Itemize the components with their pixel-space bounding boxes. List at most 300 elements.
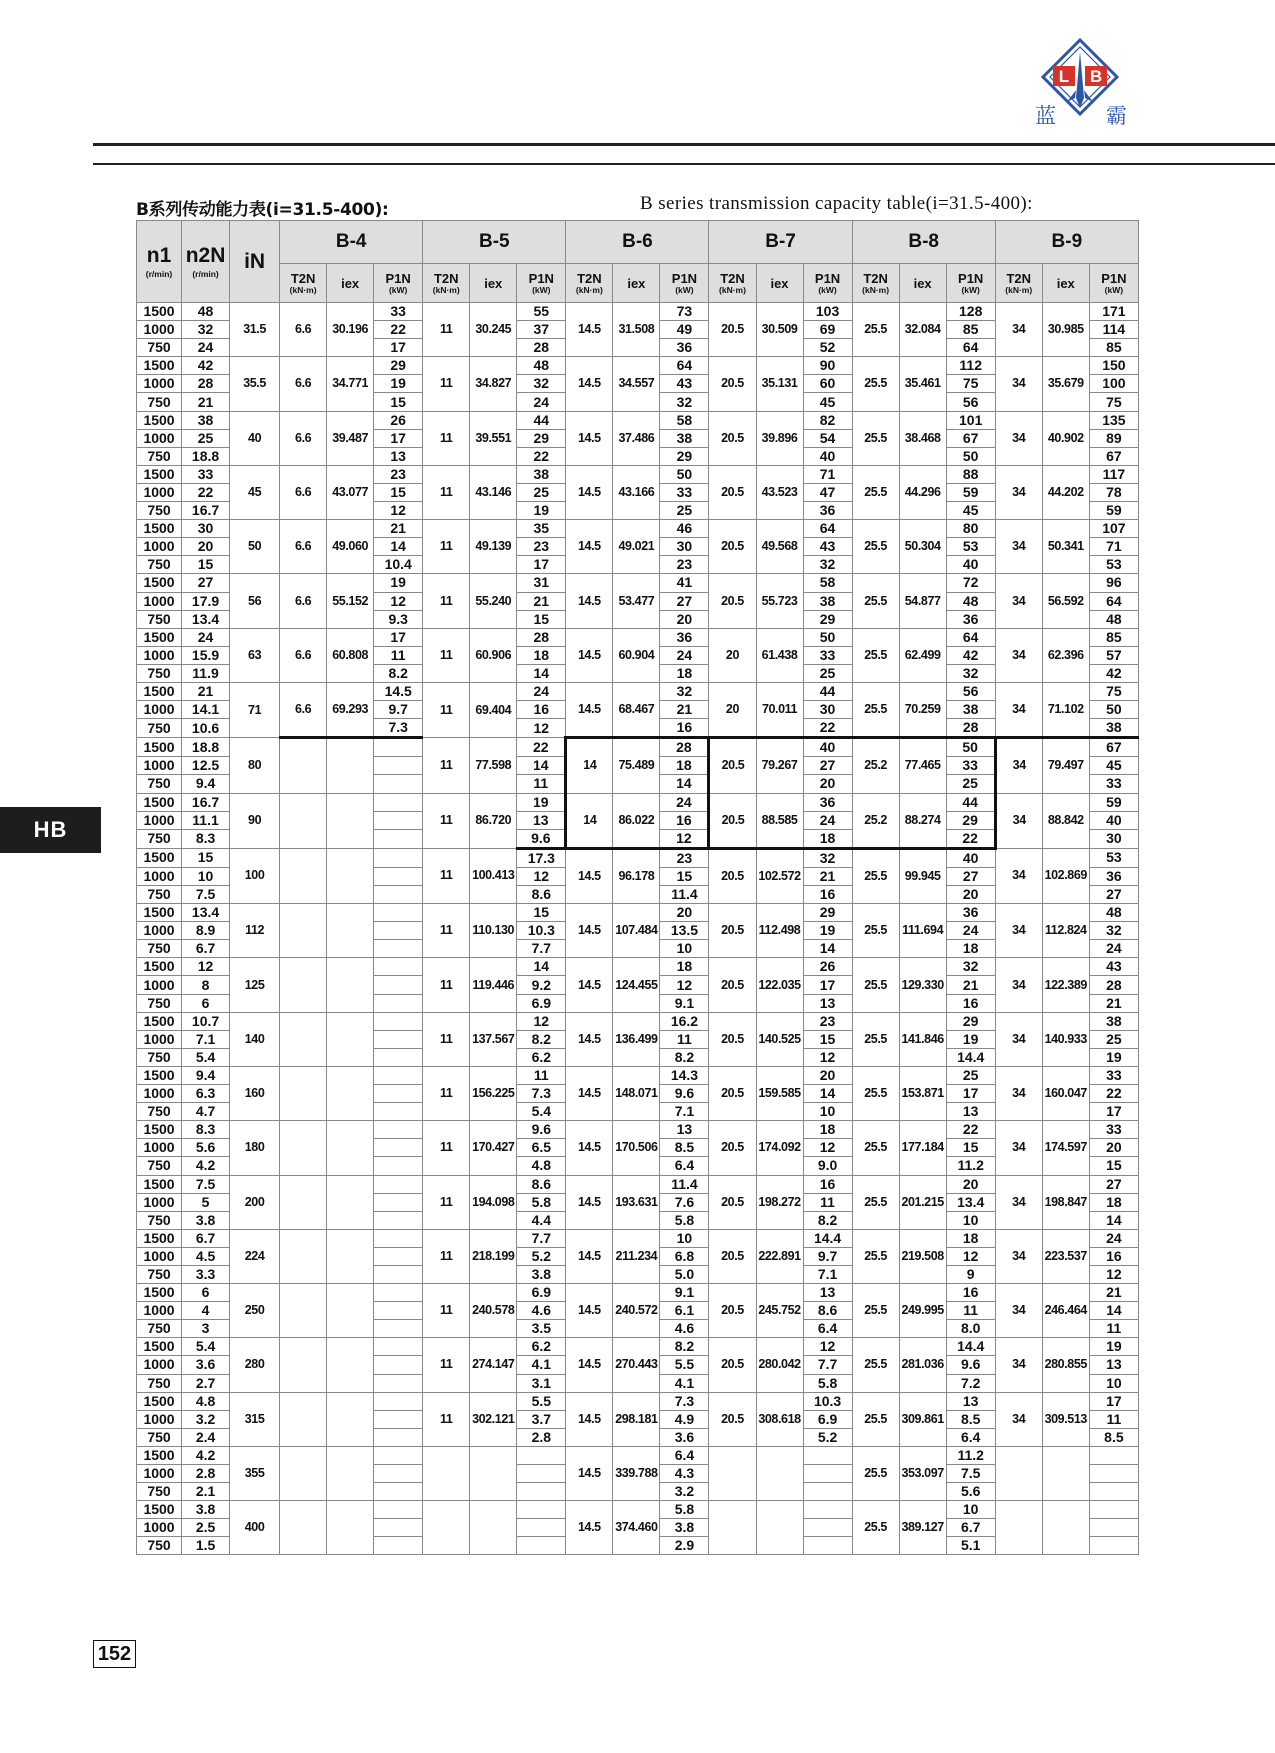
b9-p1n-cell: 75: [1089, 682, 1138, 700]
b4-t2n-cell: [280, 793, 327, 848]
b5-p1n-cell: 3.5: [517, 1320, 566, 1338]
b6-iex-cell: 339.788: [613, 1446, 660, 1500]
n1-cell: 1500: [137, 520, 182, 538]
n1-cell: 1000: [137, 375, 182, 393]
b8-iex-cell: 389.127: [899, 1501, 946, 1555]
n2n-cell: 2.8: [182, 1465, 230, 1483]
b7-t2n-cell: 20.5: [709, 904, 756, 958]
b5-p1n-cell: 14: [517, 664, 566, 682]
in-cell: 250: [230, 1284, 280, 1338]
b7-t2n-cell: 20: [709, 628, 756, 682]
b8-p1n-cell: 22: [946, 1121, 995, 1139]
b4-t2n-cell: [280, 848, 327, 903]
n1-cell: 750: [137, 775, 182, 793]
b6-p1n-cell: 49: [660, 321, 709, 339]
capacity-table: [136, 220, 1139, 1555]
b8-p1n-cell: 36: [946, 610, 995, 628]
in-cell: 112: [230, 904, 280, 958]
in-cell: 90: [230, 793, 280, 848]
b8-p1n-cell: 20: [946, 1175, 995, 1193]
b6-p1n-cell: 20: [660, 610, 709, 628]
b8-p1n-cell: 7.2: [946, 1374, 995, 1392]
b8-p1n-cell: 15: [946, 1139, 995, 1157]
b4-p1n-cell: 26: [374, 411, 423, 429]
b4-t2n-cell: [280, 1392, 327, 1446]
b8-t2n-cell: 25.5: [852, 1338, 899, 1392]
b5-t2n-cell: 11: [423, 793, 470, 848]
b7-t2n-cell: 20.5: [709, 738, 756, 793]
b8-t2n-cell: 25.2: [852, 793, 899, 848]
b9-t2n-cell: 34: [995, 738, 1042, 793]
n1-cell: 1000: [137, 429, 182, 447]
b9-iex-cell: 198.847: [1042, 1175, 1089, 1229]
n1-cell: 1500: [137, 1121, 182, 1139]
n1-cell: 1000: [137, 976, 182, 994]
n2n-cell: 28: [182, 375, 230, 393]
b9-iex-cell: 140.933: [1042, 1012, 1089, 1066]
b6-iex-cell: 148.071: [613, 1066, 660, 1120]
b7-iex-cell: 122.035: [756, 958, 803, 1012]
b6-iex-cell: 211.234: [613, 1229, 660, 1283]
b8-p1n-cell: 25: [946, 775, 995, 793]
b7-iex-cell: 35.131: [756, 357, 803, 411]
b4-iex-cell: [327, 1284, 374, 1338]
b5-iex-cell: 137.567: [470, 1012, 517, 1066]
b7-p1n-cell: 33: [803, 646, 852, 664]
b7-t2n-cell: 20.5: [709, 465, 756, 519]
header-b8-p1n: P1N (kW): [946, 264, 995, 303]
header-n2n: n2N (r/min): [182, 221, 230, 303]
n2n-cell: 6.3: [182, 1085, 230, 1103]
b9-t2n-cell: 34: [995, 303, 1042, 357]
b6-iex-cell: 49.021: [613, 520, 660, 574]
b7-p1n-cell: 47: [803, 483, 852, 501]
b9-p1n-cell: 13: [1089, 1356, 1138, 1374]
b5-p1n-cell: 44: [517, 411, 566, 429]
b5-iex-cell: 43.146: [470, 465, 517, 519]
b6-p1n-cell: 4.6: [660, 1320, 709, 1338]
b4-p1n-cell: 19: [374, 375, 423, 393]
b5-p1n-cell: 5.4: [517, 1103, 566, 1121]
n2n-cell: 15: [182, 556, 230, 574]
b6-t2n-cell: 14.5: [566, 1501, 613, 1555]
b9-p1n-cell: 89: [1089, 429, 1138, 447]
b8-p1n-cell: 11.2: [946, 1446, 995, 1464]
b9-p1n-cell: 107: [1089, 520, 1138, 538]
b8-p1n-cell: 85: [946, 321, 995, 339]
b5-iex-cell: 218.199: [470, 1229, 517, 1283]
n1-cell: 750: [137, 1428, 182, 1446]
b6-p1n-cell: 32: [660, 682, 709, 700]
b6-iex-cell: 124.455: [613, 958, 660, 1012]
b5-p1n-cell: 19: [517, 502, 566, 520]
b6-p1n-cell: 20: [660, 904, 709, 922]
b8-t2n-cell: 25.5: [852, 520, 899, 574]
b8-t2n-cell: 25.5: [852, 1284, 899, 1338]
b6-iex-cell: 34.557: [613, 357, 660, 411]
b8-iex-cell: 70.259: [899, 682, 946, 737]
n2n-cell: 22: [182, 483, 230, 501]
b7-p1n-cell: 7.7: [803, 1356, 852, 1374]
b9-t2n-cell: 34: [995, 682, 1042, 737]
b5-iex-cell: 49.139: [470, 520, 517, 574]
b9-p1n-cell: 59: [1089, 502, 1138, 520]
b4-p1n-cell: 19: [374, 574, 423, 592]
b4-p1n-cell: [374, 958, 423, 976]
b5-p1n-cell: 29: [517, 429, 566, 447]
b6-p1n-cell: 29: [660, 447, 709, 465]
b6-p1n-cell: 24: [660, 646, 709, 664]
n2n-cell: 6: [182, 994, 230, 1012]
table-row: [137, 574, 1139, 592]
b8-t2n-cell: 25.5: [852, 1066, 899, 1120]
b9-t2n-cell: 34: [995, 848, 1042, 903]
b5-iex-cell: 119.446: [470, 958, 517, 1012]
b5-p1n-cell: 7.3: [517, 1085, 566, 1103]
b5-p1n-cell: 8.6: [517, 1175, 566, 1193]
b4-p1n-cell: 9.3: [374, 610, 423, 628]
n1-cell: 1500: [137, 628, 182, 646]
b6-p1n-cell: 15: [660, 867, 709, 885]
b7-p1n-cell: 90: [803, 357, 852, 375]
b7-p1n-cell: 12: [803, 1048, 852, 1066]
b8-p1n-cell: 33: [946, 757, 995, 775]
b6-p1n-cell: 18: [660, 958, 709, 976]
b8-p1n-cell: 5.6: [946, 1483, 995, 1501]
n2n-cell: 48: [182, 303, 230, 321]
b6-iex-cell: 270.443: [613, 1338, 660, 1392]
n2n-cell: 2.5: [182, 1519, 230, 1537]
b4-p1n-cell: 14.5: [374, 682, 423, 700]
b9-iex-cell: 79.497: [1042, 738, 1089, 793]
b9-p1n-cell: 33: [1089, 1121, 1138, 1139]
b4-p1n-cell: [374, 940, 423, 958]
b4-p1n-cell: [374, 1338, 423, 1356]
b6-p1n-cell: 23: [660, 848, 709, 867]
table-row: [137, 628, 1139, 646]
b7-t2n-cell: 20.5: [709, 848, 756, 903]
b7-iex-cell: [756, 1501, 803, 1555]
b9-iex-cell: 88.842: [1042, 793, 1089, 848]
b7-p1n-cell: 32: [803, 556, 852, 574]
b8-p1n-cell: 50: [946, 738, 995, 757]
b4-p1n-cell: 12: [374, 592, 423, 610]
b6-iex-cell: 53.477: [613, 574, 660, 628]
b8-p1n-cell: 20: [946, 886, 995, 904]
b6-p1n-cell: 32: [660, 393, 709, 411]
b4-p1n-cell: [374, 1103, 423, 1121]
b4-p1n-cell: [374, 886, 423, 904]
b6-iex-cell: 37.486: [613, 411, 660, 465]
b5-p1n-cell: [517, 1483, 566, 1501]
b8-p1n-cell: 50: [946, 447, 995, 465]
section-tab-hb: HB: [0, 807, 101, 853]
header-series-b8: B-8: [852, 221, 995, 264]
b7-p1n-cell: [803, 1483, 852, 1501]
header-b6-p1n: P1N (kW): [660, 264, 709, 303]
b5-t2n-cell: 11: [423, 520, 470, 574]
b8-p1n-cell: 40: [946, 556, 995, 574]
b8-iex-cell: 62.499: [899, 628, 946, 682]
n2n-cell: 18.8: [182, 738, 230, 757]
n1-cell: 1500: [137, 1392, 182, 1410]
b6-t2n-cell: 14.5: [566, 411, 613, 465]
b7-p1n-cell: 38: [803, 592, 852, 610]
b8-iex-cell: 38.468: [899, 411, 946, 465]
b9-iex-cell: 122.389: [1042, 958, 1089, 1012]
b6-p1n-cell: 10: [660, 1229, 709, 1247]
b7-p1n-cell: 29: [803, 904, 852, 922]
b6-p1n-cell: 9.1: [660, 994, 709, 1012]
n1-cell: 1500: [137, 1501, 182, 1519]
b7-p1n-cell: 17: [803, 976, 852, 994]
n1-cell: 1500: [137, 1284, 182, 1302]
n2n-cell: 6.7: [182, 1229, 230, 1247]
b9-t2n-cell: 34: [995, 904, 1042, 958]
b4-p1n-cell: [374, 848, 423, 867]
header-b4-iex: iex: [327, 264, 374, 303]
b6-p1n-cell: 5.8: [660, 1211, 709, 1229]
b5-p1n-cell: 11: [517, 775, 566, 793]
b6-p1n-cell: 6.8: [660, 1247, 709, 1265]
n1-cell: 1500: [137, 793, 182, 811]
b5-t2n-cell: 11: [423, 1175, 470, 1229]
n2n-cell: 4.2: [182, 1157, 230, 1175]
b7-p1n-cell: 103: [803, 303, 852, 321]
b5-p1n-cell: 37: [517, 321, 566, 339]
b7-iex-cell: 159.585: [756, 1066, 803, 1120]
b9-iex-cell: 246.464: [1042, 1284, 1089, 1338]
b8-p1n-cell: 45: [946, 502, 995, 520]
n1-cell: 1000: [137, 922, 182, 940]
b5-p1n-cell: 4.1: [517, 1356, 566, 1374]
b9-p1n-cell: 25: [1089, 1030, 1138, 1048]
b6-p1n-cell: 7.1: [660, 1103, 709, 1121]
b7-iex-cell: 55.723: [756, 574, 803, 628]
b8-p1n-cell: 18: [946, 1229, 995, 1247]
b6-p1n-cell: 18: [660, 757, 709, 775]
b8-p1n-cell: 16: [946, 994, 995, 1012]
b8-p1n-cell: 13: [946, 1103, 995, 1121]
table-row: [137, 1121, 1139, 1139]
b6-p1n-cell: 16.2: [660, 1012, 709, 1030]
header-b9-t2n: T2N (kN·m): [995, 264, 1042, 303]
header-series-b4: B-4: [280, 221, 423, 264]
table-row: [137, 1229, 1139, 1247]
b4-p1n-cell: [374, 1446, 423, 1464]
b5-p1n-cell: 9.6: [517, 829, 566, 848]
b5-iex-cell: 302.121: [470, 1392, 517, 1446]
b8-p1n-cell: 40: [946, 848, 995, 867]
b8-p1n-cell: 10: [946, 1211, 995, 1229]
b4-p1n-cell: 23: [374, 465, 423, 483]
b6-p1n-cell: 3.6: [660, 1428, 709, 1446]
b7-p1n-cell: 12: [803, 1139, 852, 1157]
b6-p1n-cell: 41: [660, 574, 709, 592]
b6-p1n-cell: 11.4: [660, 886, 709, 904]
b7-p1n-cell: 30: [803, 701, 852, 719]
b5-iex-cell: [470, 1501, 517, 1555]
b8-p1n-cell: 29: [946, 1012, 995, 1030]
n2n-cell: 24: [182, 628, 230, 646]
b7-p1n-cell: 52: [803, 339, 852, 357]
b5-t2n-cell: 11: [423, 682, 470, 737]
n1-cell: 1000: [137, 592, 182, 610]
b5-t2n-cell: 11: [423, 1012, 470, 1066]
b4-t2n-cell: [280, 1121, 327, 1175]
table-row: [137, 1392, 1139, 1410]
b9-p1n-cell: 16: [1089, 1247, 1138, 1265]
n1-cell: 750: [137, 610, 182, 628]
b7-iex-cell: 79.267: [756, 738, 803, 793]
b9-p1n-cell: 67: [1089, 447, 1138, 465]
b5-iex-cell: 69.404: [470, 682, 517, 737]
b8-p1n-cell: 53: [946, 538, 995, 556]
n1-cell: 1000: [137, 1356, 182, 1374]
n1-cell: 1000: [137, 1410, 182, 1428]
b9-iex-cell: 280.855: [1042, 1338, 1089, 1392]
b4-p1n-cell: [374, 1537, 423, 1555]
n2n-cell: 4.2: [182, 1446, 230, 1464]
b8-p1n-cell: 9: [946, 1265, 995, 1283]
b4-iex-cell: [327, 1446, 374, 1500]
n1-cell: 1000: [137, 1139, 182, 1157]
b8-p1n-cell: 12: [946, 1247, 995, 1265]
in-cell: 63: [230, 628, 280, 682]
b9-p1n-cell: 117: [1089, 465, 1138, 483]
n2n-cell: 8.3: [182, 1121, 230, 1139]
in-cell: 50: [230, 520, 280, 574]
b6-p1n-cell: 10: [660, 940, 709, 958]
b7-iex-cell: 43.523: [756, 465, 803, 519]
b6-t2n-cell: 14: [566, 793, 613, 848]
b9-p1n-cell: 38: [1089, 719, 1138, 738]
n2n-cell: 14.1: [182, 701, 230, 719]
b8-p1n-cell: 8.5: [946, 1410, 995, 1428]
b7-p1n-cell: 14: [803, 1085, 852, 1103]
header-b9-p1n: P1N (kW): [1089, 264, 1138, 303]
n2n-cell: 5.6: [182, 1139, 230, 1157]
b6-t2n-cell: 14.5: [566, 357, 613, 411]
b9-p1n-cell: 19: [1089, 1338, 1138, 1356]
n1-cell: 1000: [137, 483, 182, 501]
b7-p1n-cell: 32: [803, 848, 852, 867]
b8-p1n-cell: 80: [946, 520, 995, 538]
b6-iex-cell: 193.631: [613, 1175, 660, 1229]
b5-p1n-cell: 5.2: [517, 1247, 566, 1265]
b6-p1n-cell: 13.5: [660, 922, 709, 940]
n2n-cell: 11.9: [182, 664, 230, 682]
b4-p1n-cell: [374, 775, 423, 793]
b9-p1n-cell: [1089, 1446, 1138, 1464]
b6-t2n-cell: 14.5: [566, 628, 613, 682]
header-rule-bottom: [93, 163, 1275, 165]
b6-iex-cell: 43.166: [613, 465, 660, 519]
b9-p1n-cell: 40: [1089, 811, 1138, 829]
b4-p1n-cell: [374, 1392, 423, 1410]
b4-t2n-cell: 6.6: [280, 574, 327, 628]
b5-p1n-cell: 21: [517, 592, 566, 610]
b9-t2n-cell: 34: [995, 958, 1042, 1012]
b7-p1n-cell: 15: [803, 1030, 852, 1048]
b8-iex-cell: 153.871: [899, 1066, 946, 1120]
n2n-cell: 13.4: [182, 610, 230, 628]
b9-t2n-cell: 34: [995, 411, 1042, 465]
b4-iex-cell: [327, 848, 374, 903]
b8-iex-cell: 219.508: [899, 1229, 946, 1283]
b4-p1n-cell: [374, 976, 423, 994]
b8-p1n-cell: 56: [946, 682, 995, 700]
b8-t2n-cell: 25.5: [852, 628, 899, 682]
b6-t2n-cell: 14.5: [566, 520, 613, 574]
b4-p1n-cell: 17: [374, 429, 423, 447]
b6-p1n-cell: 4.3: [660, 1465, 709, 1483]
n1-cell: 750: [137, 1374, 182, 1392]
b8-t2n-cell: 25.5: [852, 357, 899, 411]
n1-cell: 1000: [137, 1247, 182, 1265]
b8-t2n-cell: 25.5: [852, 574, 899, 628]
b9-p1n-cell: 114: [1089, 321, 1138, 339]
b8-p1n-cell: 17: [946, 1085, 995, 1103]
b9-p1n-cell: 30: [1089, 829, 1138, 848]
n2n-cell: 25: [182, 429, 230, 447]
b4-t2n-cell: [280, 904, 327, 958]
b5-p1n-cell: [517, 1501, 566, 1519]
n2n-cell: 7.5: [182, 1175, 230, 1193]
b8-iex-cell: 177.184: [899, 1121, 946, 1175]
n2n-cell: 5.4: [182, 1338, 230, 1356]
b9-iex-cell: 102.869: [1042, 848, 1089, 903]
n2n-cell: 13.4: [182, 904, 230, 922]
n1-cell: 1500: [137, 682, 182, 700]
b8-p1n-cell: 21: [946, 976, 995, 994]
b8-p1n-cell: 14.4: [946, 1338, 995, 1356]
b8-p1n-cell: 8.0: [946, 1320, 995, 1338]
b8-t2n-cell: 25.5: [852, 1446, 899, 1500]
b7-iex-cell: 198.272: [756, 1175, 803, 1229]
b9-iex-cell: 309.513: [1042, 1392, 1089, 1446]
b7-p1n-cell: 36: [803, 793, 852, 811]
b5-iex-cell: 100.413: [470, 848, 517, 903]
n1-cell: 1000: [137, 1519, 182, 1537]
b8-p1n-cell: 24: [946, 922, 995, 940]
table-row: [137, 1284, 1139, 1302]
b5-p1n-cell: 3.8: [517, 1265, 566, 1283]
n1-cell: 1000: [137, 1302, 182, 1320]
b9-p1n-cell: 8.5: [1089, 1428, 1138, 1446]
b7-p1n-cell: 60: [803, 375, 852, 393]
b5-p1n-cell: 14: [517, 757, 566, 775]
b9-iex-cell: 112.824: [1042, 904, 1089, 958]
b4-t2n-cell: 6.6: [280, 682, 327, 737]
b4-p1n-cell: 7.3: [374, 719, 423, 738]
b5-iex-cell: 274.147: [470, 1338, 517, 1392]
b7-p1n-cell: 11: [803, 1193, 852, 1211]
b4-iex-cell: [327, 1229, 374, 1283]
b7-t2n-cell: 20.5: [709, 1338, 756, 1392]
b9-p1n-cell: 64: [1089, 592, 1138, 610]
in-cell: 71: [230, 682, 280, 737]
b6-t2n-cell: 14: [566, 738, 613, 793]
n2n-cell: 4.8: [182, 1392, 230, 1410]
b9-p1n-cell: 43: [1089, 958, 1138, 976]
b9-t2n-cell: [995, 1446, 1042, 1500]
b4-p1n-cell: [374, 1121, 423, 1139]
b9-p1n-cell: 10: [1089, 1374, 1138, 1392]
b6-p1n-cell: 14.3: [660, 1066, 709, 1084]
n1-cell: 1000: [137, 1465, 182, 1483]
b9-p1n-cell: 75: [1089, 393, 1138, 411]
